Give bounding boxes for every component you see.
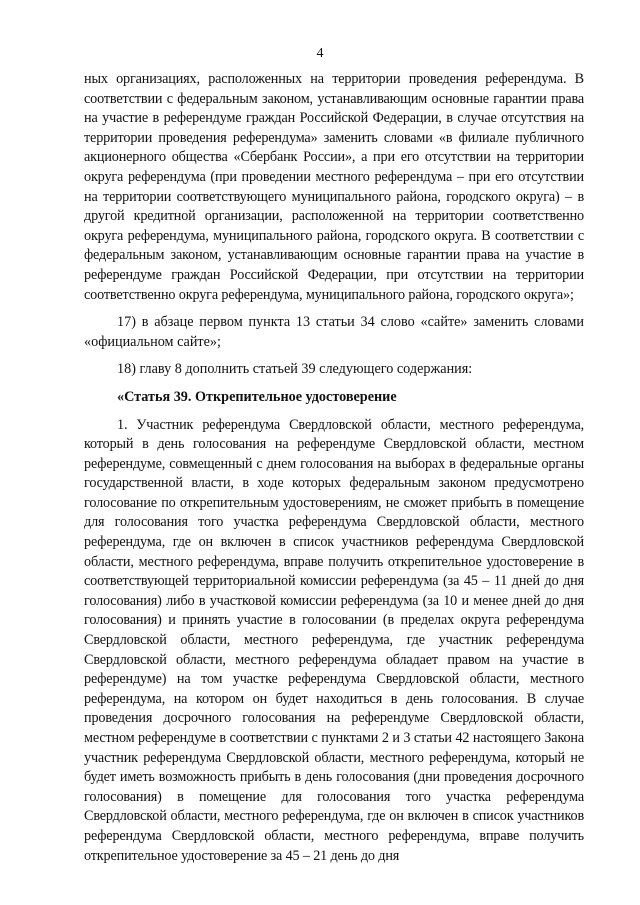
page-number: 4 <box>316 46 324 61</box>
document-body <box>84 70 584 866</box>
article-heading: «Статья 39. Открепительное удостоверение <box>117 388 397 405</box>
paragraph-item-17: 17) в абзаце первом пункта 13 статьи 34 слово «сайте» заменить словами «официальном сайте»; <box>84 314 584 350</box>
paragraph-item-18: 18) главу 8 дополнить статьей 39 следующего содержания: <box>117 361 473 378</box>
paragraph-article-39-point-1: 1. Участник референдума Свердловской области, местного референдума, который в день голосования на референдуме Свердловской области, местном референдуме, совмещенный с днем голосования на выборах в федеральные органы государственной власти, в ходе которых федеральным законом предусмотрено голосование по открепительным удостоверениям, не сможет прибыть в помещение для голосования того участка референдума Свердловской области, местного референдума, где он включен в список участников референдума Свердловской области, местного референдума, вправе получить открепительное удостоверение в соответствующей территориальной комиссии референдума (за 45 – 11 дней до дня голосования) либо в участковой комиссии референдума (за 10 и менее дней до дня голосования) и принять участие в голосовании (в пределах округа референдума Свердловской области, местного референдума, где участник референдума Свердловской области, местного референдума обладает правом на участие в референдуме) на том участке референдума Свердловской области, местного референдума, на котором он будет находиться в день голосования. В случае проведения досрочного голосования на референдуме Свердловской области, местном референдуме в соответствии с пунктами 2 и 3 статьи 42 настоящего Закона участник референдума Свердловской области, местного референдума, который не будет иметь возможность прибыть в день голосования (дни проведения досрочного голосования) в помещение для голосования того участка референдума Свердловской области, местного референдума, где он включен в список участников референдума Свердловской области, местного референдума, вправе получить открепительное удостоверение за 45 – 21 день до дня <box>84 416 584 864</box>
paragraph-continuation: ных организациях, расположенных на территории проведения референдума. В соответствии с федеральным законом, устанавливающим основные гарантии права на участие в референдуме граждан Российской Федерации, в случае отсутствия на территории проведения референдума» заменить словами «в филиале публичного акционерного общества «Сбербанк России», а при его отсутствии на территории округа референдума (при проведении местного референдума – при его отсутствии на территории соответствующего муниципального района, городского округа) – в другой кредитной организации, расположенной на территории соответственно округа референдума, муниципального района, городского округа. В соответствии с федеральным законом, устанавливающим основные гарантии права на участие в референдуме граждан Российской Федерации, при отсутствии на территории соответственно округа референдума, муниципального района, городского округа»; <box>84 71 584 303</box>
